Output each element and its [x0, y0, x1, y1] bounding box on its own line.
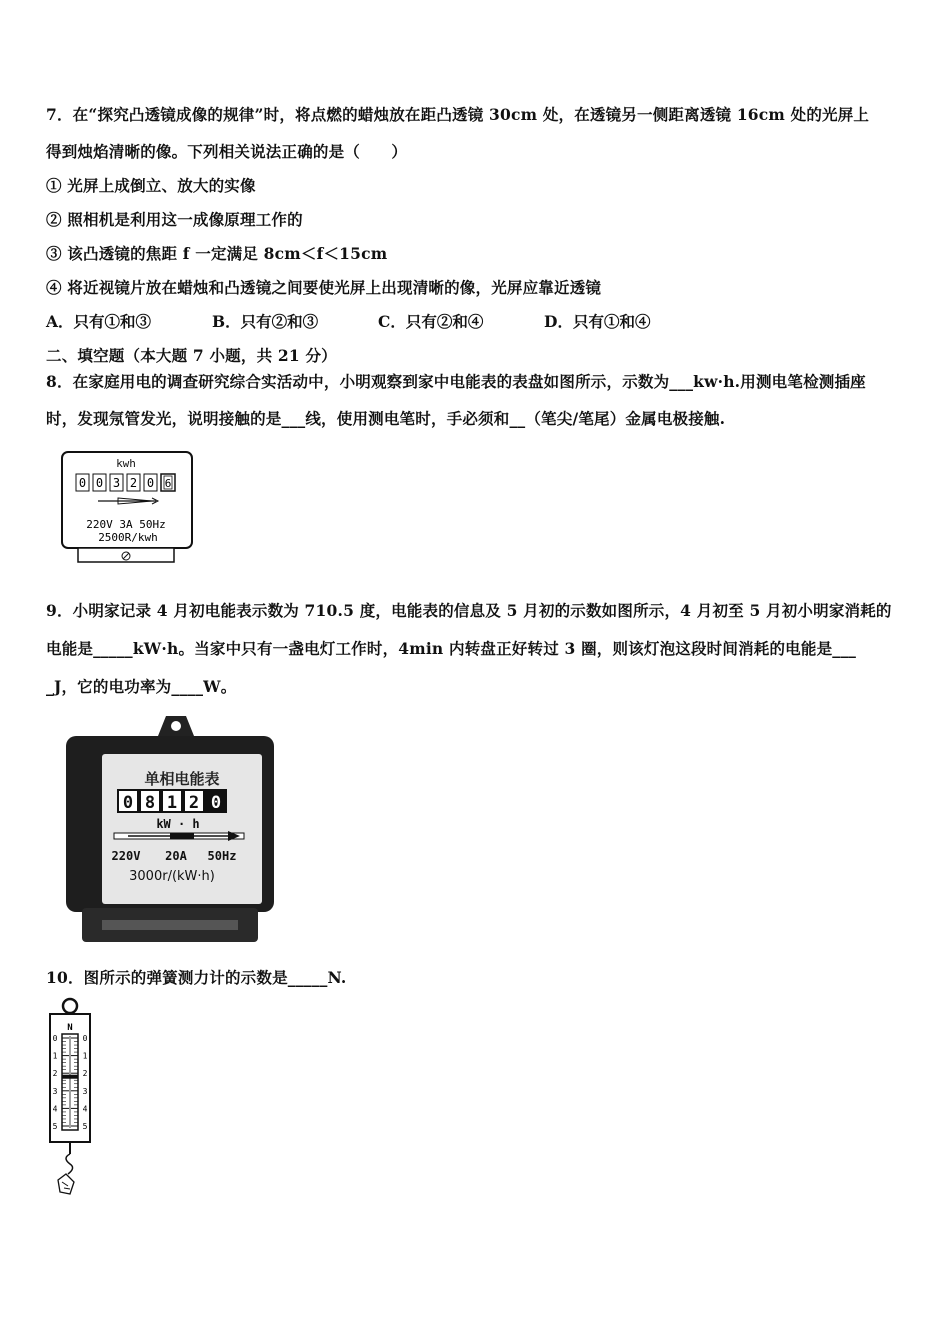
q8-digit-6: 6 — [164, 477, 172, 490]
q7-option-a: A．只有①和③ — [46, 312, 152, 331]
q8-digit-4: 2 — [129, 476, 138, 490]
q9-meter-current: 20A — [165, 849, 187, 863]
scale-label-left: 4 — [52, 1104, 58, 1114]
scale-label-right: 4 — [82, 1104, 88, 1114]
q9-line3: _J，它的电功率为____W。 — [46, 677, 237, 696]
q8-meter-figure — [58, 448, 198, 574]
q8-line1: 8．在家庭用电的调查研究综合实活动中，小明观察到家中电能表的表盘如图所示，示数为___kw·h.用测电笔检测插座 — [46, 372, 866, 391]
q8-meter-rate: 2500R/kwh — [98, 531, 158, 544]
q9-meter-voltage: 220V — [111, 849, 141, 863]
q8-line2: 时，发现氖管发光，说明接触的是___线，使用测电笔时，手必须和__（笔尖/笔尾）金属电极接触. — [46, 409, 726, 428]
q9-meter-title: 单相电能表 — [144, 770, 220, 788]
scale-label-left: 3 — [52, 1086, 58, 1096]
q9-line2: 电能是_____kW·h。当家中只有一盏电灯工作时，4min 内转盘正好转过 3 圈，则该灯泡这段时间消耗的电能是___ — [46, 639, 857, 658]
q8-digit-1: 0 — [78, 476, 87, 490]
q9-digit-1: 0 — [122, 793, 134, 813]
q7-option-d: D．只有①和④ — [544, 312, 651, 331]
q9-meter-unit: kW · h — [156, 817, 200, 831]
q9-meter-figure — [62, 712, 282, 952]
q7-options — [46, 310, 650, 332]
section-heading: 二、填空题（本大题 7 小题，共 21 分） — [46, 346, 337, 365]
q7-line1: 7．在“探究凸透镜成像的规律”时，将点燃的蜡烛放在距凸透镜 30cm 处，在透镜另一侧距离透镜 16cm 处的光屏上 — [46, 105, 870, 124]
q9-meter-digits — [118, 790, 226, 813]
scale-label-right: 2 — [82, 1069, 88, 1079]
q7-statement-1: ① 光屏上成倒立、放大的实像 — [46, 176, 256, 195]
q9-meter-frequency: 50Hz — [207, 849, 237, 863]
q9-digit-3: 1 — [166, 793, 178, 813]
q7-option-b: B．只有②和③ — [212, 312, 319, 331]
q9-meter-rate: 3000r/(kW·h) — [129, 869, 215, 884]
hand-icon — [58, 1174, 74, 1194]
scale-label-right: 0 — [82, 1034, 88, 1043]
q7-option-c: C．只有②和④ — [378, 312, 484, 331]
q8-digit-3: 3 — [112, 476, 121, 490]
q7-statement-4: ④ 将近视镜片放在蜡烛和凸透镜之间要使光屏上出现清晰的像，光屏应靠近透镜 — [46, 278, 602, 297]
q10-pointer — [62, 1075, 78, 1079]
scale-label-left: 1 — [52, 1051, 58, 1061]
q9-line1: 9．小明家记录 4 月初电能表示数为 710.5 度，电能表的信息及 5 月初的示数如图所示，4 月初至 5 月初小明家消耗的 — [46, 601, 892, 620]
scale-label-left: 5 — [52, 1122, 58, 1131]
q8-meter-spec: 220V 3A 50Hz — [86, 518, 166, 531]
q8-meter-unit: kwh — [116, 457, 136, 470]
scale-label-left: 2 — [52, 1069, 58, 1079]
q9-digit-4: 2 — [188, 793, 200, 813]
scale-label-left: 0 — [52, 1034, 58, 1043]
q8-digit-2: 0 — [95, 476, 104, 490]
scale-label-right: 5 — [82, 1122, 88, 1131]
q7-statement-3: ③ 该凸透镜的焦距 f 一定满足 8cm＜f＜15cm — [46, 244, 388, 263]
q10-spring-scale-figure — [44, 996, 104, 1212]
q7-statement-2: ② 照相机是利用这一成像原理工作的 — [46, 210, 303, 229]
scale-label-right: 3 — [82, 1086, 88, 1096]
q10-unit: N — [67, 1023, 73, 1033]
q9-digit-5: 0 — [210, 793, 222, 813]
q8-digit-5: 0 — [146, 476, 155, 490]
q9-meter-disc — [114, 831, 244, 841]
q7-line2: 得到烛焰清晰的像。下列相关说法正确的是（ ） — [46, 142, 408, 161]
scale-label-right: 1 — [82, 1051, 88, 1061]
q10-line1: 10．图所示的弹簧测力计的示数是_____N. — [46, 968, 347, 987]
q9-digit-2: 8 — [144, 793, 156, 813]
